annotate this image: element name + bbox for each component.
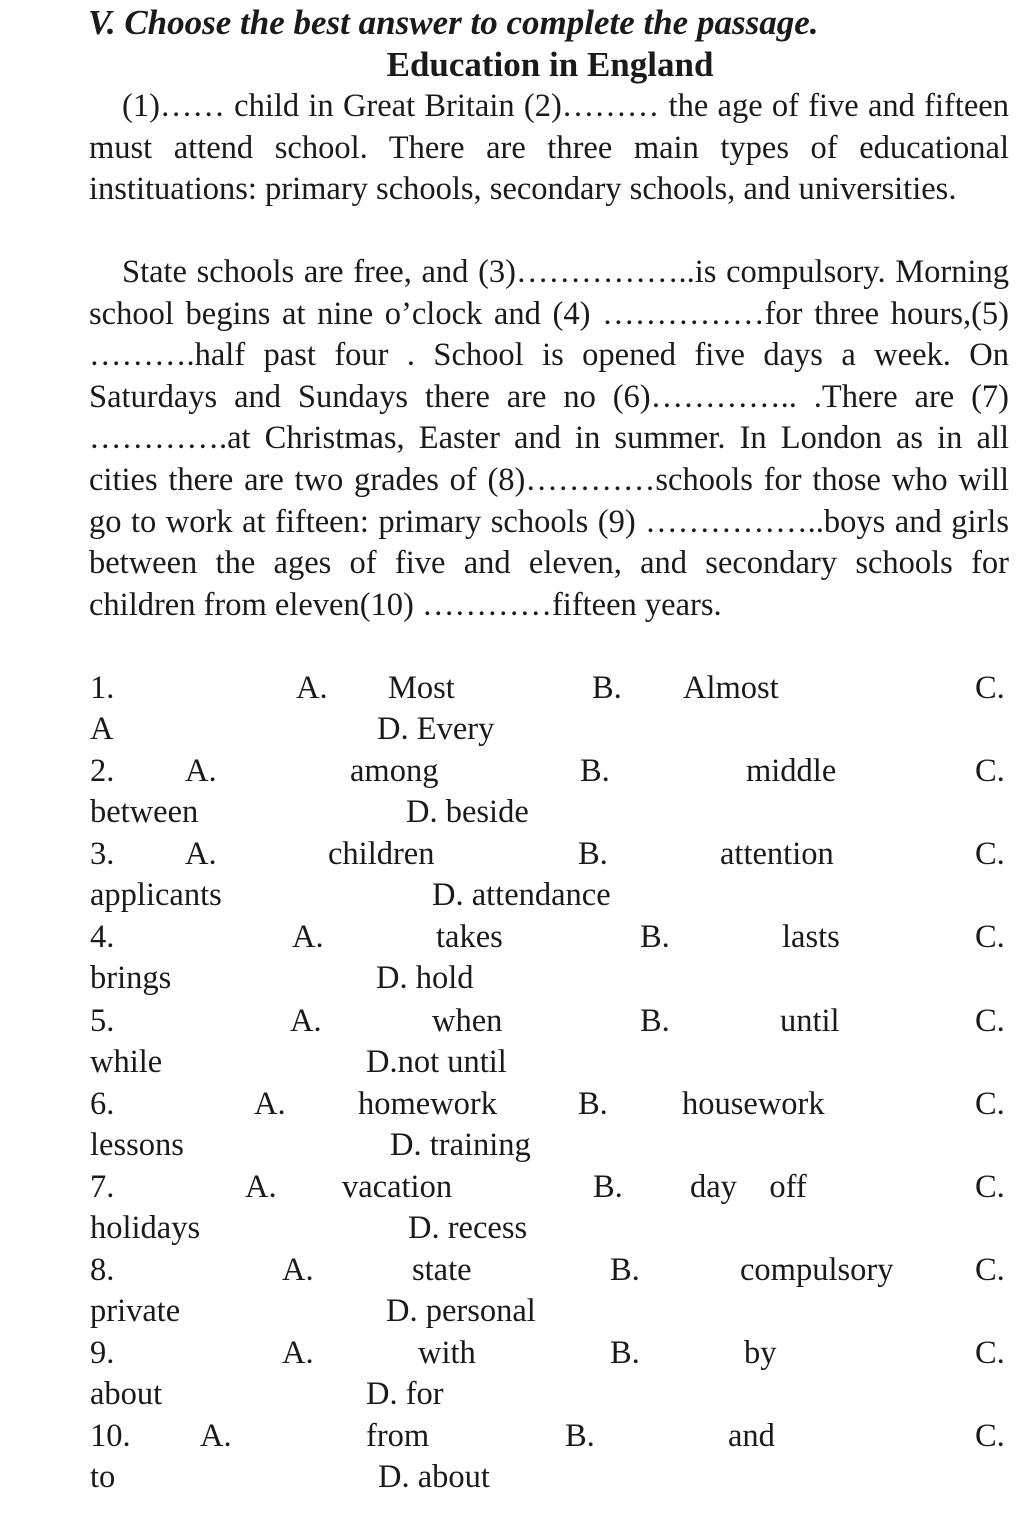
option-d: D. about: [378, 1459, 490, 1495]
paragraph-1-text: (1)…… child in Great Britain (2)……… the age of five and fifteen must attend school. There are three main types of educational instituations: primary schools, secondary schools, and universities.: [89, 88, 1009, 208]
question-number: 2.: [90, 753, 115, 789]
option-c: applicants: [90, 877, 222, 913]
option-c-letter: C.: [975, 1003, 1005, 1039]
paragraph-2-text: State schools are free, and (3)……………..is compulsory. Morning school begins at nine o’clock and (4) ……………for three hours,(5) ……….half past four . School is opened five days a week. On Saturdays and Sundays there are no (6)………….. .There are (7) ………….at Christmas, Easter and in summer. In London as in all cities there are two grades of (8)…………schools for those who will go to work at fifteen: primary schools (9) ……………..boys and girls between the ages of five and eleven, and secondary schools for children from eleven(10) …………fifteen years.: [89, 254, 1009, 623]
option-d: D. Every: [377, 711, 495, 747]
question-5: [0, 1001, 1024, 1085]
option-d: D. attendance: [432, 877, 611, 913]
section-heading: V. Choose the best answer to complete the passage.: [88, 3, 819, 42]
option-c-letter: C.: [975, 753, 1005, 789]
question-number: 1.: [90, 670, 115, 706]
option-c: A: [90, 711, 114, 747]
question-number: 7.: [90, 1169, 115, 1205]
option-a: among: [350, 753, 439, 789]
option-c-letter: C.: [975, 670, 1005, 706]
option-a-letter: A.: [200, 1418, 232, 1454]
question-number: 9.: [90, 1335, 115, 1371]
question-number: 5.: [90, 1003, 115, 1039]
option-c: brings: [90, 960, 172, 996]
option-d: D. beside: [406, 794, 529, 830]
question-1: [0, 668, 1024, 752]
question-9: [0, 1333, 1024, 1417]
option-b-letter: B.: [610, 1252, 640, 1288]
option-d: D.not until: [366, 1044, 507, 1080]
option-c-letter: C.: [975, 1086, 1005, 1122]
question-number: 6.: [90, 1086, 115, 1122]
option-d: D. hold: [376, 960, 474, 996]
passage-paragraph-1: [89, 86, 1009, 211]
option-a-letter: A.: [282, 1335, 314, 1371]
option-c-letter: C.: [975, 919, 1005, 955]
option-a: state: [412, 1252, 472, 1288]
option-c-letter: C.: [975, 1252, 1005, 1288]
option-a: with: [418, 1335, 476, 1371]
option-b: until: [780, 1003, 840, 1039]
option-a: takes: [436, 919, 503, 955]
option-a-letter: A.: [185, 836, 217, 872]
option-b: by: [744, 1335, 777, 1371]
option-d: D. for: [366, 1376, 444, 1412]
option-a: homework: [358, 1086, 497, 1122]
option-d: D. personal: [386, 1293, 536, 1329]
option-c-letter: C.: [975, 1335, 1005, 1371]
option-b: attention: [720, 836, 834, 872]
question-2: [0, 751, 1024, 835]
option-b: Almost: [683, 670, 779, 706]
passage-paragraph-2: [89, 252, 1009, 626]
option-d: D. recess: [408, 1210, 528, 1246]
option-c: lessons: [90, 1127, 184, 1163]
option-b: and: [728, 1418, 775, 1454]
option-c-letter: C.: [975, 836, 1005, 872]
question-number: 3.: [90, 836, 115, 872]
option-c: between: [90, 794, 199, 830]
option-a-letter: A.: [282, 1252, 314, 1288]
option-c-letter: C.: [975, 1169, 1005, 1205]
option-c: holidays: [90, 1210, 201, 1246]
option-b-letter: B.: [610, 1335, 640, 1371]
question-3: [0, 834, 1024, 918]
option-a-letter: A.: [292, 919, 324, 955]
option-a-letter: A.: [245, 1169, 277, 1205]
option-a: vacation: [342, 1169, 453, 1205]
option-a-letter: A.: [254, 1086, 286, 1122]
option-a-letter: A.: [185, 753, 217, 789]
option-b: day off: [690, 1169, 807, 1205]
option-b-letter: B.: [580, 753, 610, 789]
option-c: private: [90, 1293, 181, 1329]
option-d: D. training: [390, 1127, 531, 1163]
passage-title: Education in England: [386, 45, 714, 84]
question-7: [0, 1167, 1024, 1251]
option-c-letter: C.: [975, 1418, 1005, 1454]
option-b-letter: B.: [640, 919, 670, 955]
option-a: children: [328, 836, 435, 872]
option-b-letter: B.: [640, 1003, 670, 1039]
option-a-letter: A.: [296, 670, 328, 706]
option-a: when: [432, 1003, 503, 1039]
option-b: housework: [682, 1086, 825, 1122]
question-10: [0, 1416, 1024, 1500]
question-number: 4.: [90, 919, 115, 955]
question-6: [0, 1084, 1024, 1168]
option-a: Most: [388, 670, 455, 706]
option-b-letter: B.: [593, 1169, 623, 1205]
question-4: [0, 917, 1024, 1001]
option-c: about: [90, 1376, 163, 1412]
option-c: while: [90, 1044, 163, 1080]
option-b: middle: [746, 753, 837, 789]
option-b: lasts: [782, 919, 840, 955]
option-b: compulsory: [740, 1252, 894, 1288]
option-c: to: [90, 1459, 116, 1495]
question-8: [0, 1250, 1024, 1334]
option-b-letter: B.: [592, 670, 622, 706]
question-number: 8.: [90, 1252, 115, 1288]
option-b-letter: B.: [578, 1086, 608, 1122]
option-b-letter: B.: [578, 836, 608, 872]
question-number: 10.: [90, 1418, 131, 1454]
option-a: from: [366, 1418, 430, 1454]
option-a-letter: A.: [290, 1003, 322, 1039]
option-b-letter: B.: [565, 1418, 595, 1454]
